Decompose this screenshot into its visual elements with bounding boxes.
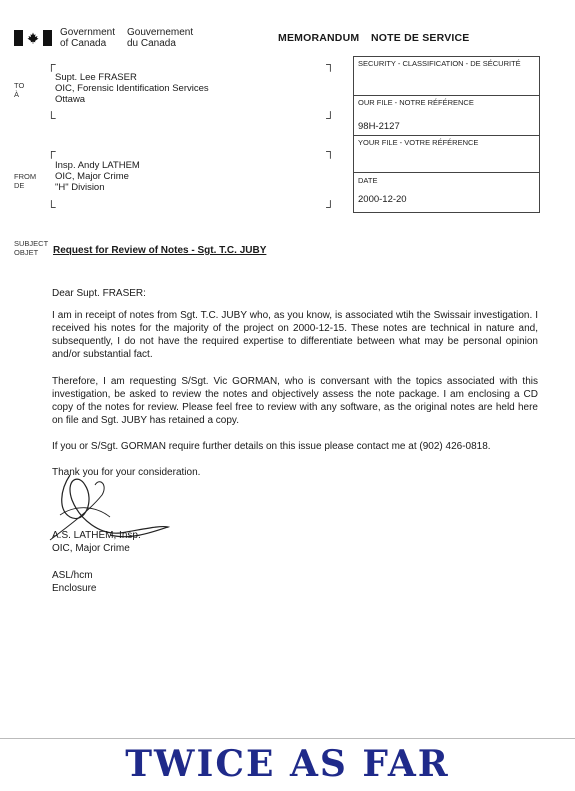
footer-divider — [0, 738, 575, 739]
initials: ASL/hcm — [52, 570, 93, 581]
subject-label: SUBJECT OBJET — [14, 239, 49, 257]
paragraph-2: Therefore, I am requesting S/Sgt. Vic GORMAN, who is conversant with the topics associated with this investigation, be asked to review the notes and objectively assess the note package. I am enclosing a CD copy of the notes for review. Please feel free to review with any software, as the original notes are held here on file and Sgt. JUBY has retained a copy. — [52, 376, 538, 426]
memo-title-fr: NOTE DE SERVICE — [371, 32, 470, 44]
bracket-top-left: ┌ — [47, 57, 56, 71]
salutation: Dear Supt. FRASER: — [52, 288, 146, 299]
bracket-bottom-left: └ — [47, 111, 56, 125]
bracket-bottom-right: ┘ — [326, 111, 335, 125]
bracket-bottom-left: └ — [47, 200, 56, 214]
our-file-value: 98H-2127 — [358, 121, 400, 132]
signer-title: OIC, Major Crime — [52, 543, 130, 554]
signer-name: A.S. LATHEM, Insp. — [52, 530, 141, 541]
our-file-label: OUR FILE - NOTRE RÉFÉRENCE — [358, 98, 474, 107]
from-address: Insp. Andy LATHEM OIC, Major Crime "H" Division — [55, 160, 140, 193]
enclosure: Enclosure — [52, 583, 97, 594]
reference-block — [52, 569, 96, 595]
bracket-top-right: ┐ — [326, 57, 335, 71]
signature-block — [52, 529, 141, 555]
subject-text: Request for Review of Notes - Sgt. T.C. JUBY — [53, 245, 267, 256]
date-value: 2000-12-20 — [358, 194, 407, 205]
file-info-box — [353, 56, 540, 213]
from-label: FROM DE — [14, 172, 37, 190]
paragraph-1: I am in receipt of notes from Sgt. T.C. JUBY who, as you know, is associated wtih the Swissair investigation. I received his notes for the majority of the project on 2000-12-15. These notes are technical in nature and, subsequently, I do not have the required expertise to differentiate between what may be personal opinion and/or substantial fact. — [52, 310, 538, 360]
to-address: Supt. Lee FRASER OIC, Forensic Identification Services Ottawa — [55, 72, 209, 105]
security-label: SECURITY - CLASSIFICATION - DE SÉCURITÉ — [358, 59, 521, 68]
paragraph-4: Thank you for your consideration. — [52, 467, 201, 478]
your-file-label: YOUR FILE - VOTRE RÉFÉRENCE — [358, 138, 479, 147]
canada-flag-icon — [14, 30, 52, 46]
date-label: DATE — [358, 176, 378, 185]
bracket-top-left: ┌ — [47, 144, 56, 158]
to-label: TO À — [14, 81, 25, 99]
bracket-bottom-right: ┘ — [326, 200, 335, 214]
paragraph-3: If you or S/Sgt. GORMAN require further details on this issue please contact me at (902) 426-0818. — [52, 441, 491, 452]
footer-banner: TWICE AS FAR — [125, 743, 450, 785]
gov-name-fr: Gouvernement du Canada — [127, 27, 194, 49]
memo-title: MEMORANDUM — [278, 32, 360, 44]
gov-name-en: Government of Canada — [60, 27, 116, 49]
bracket-top-right: ┐ — [326, 144, 335, 158]
